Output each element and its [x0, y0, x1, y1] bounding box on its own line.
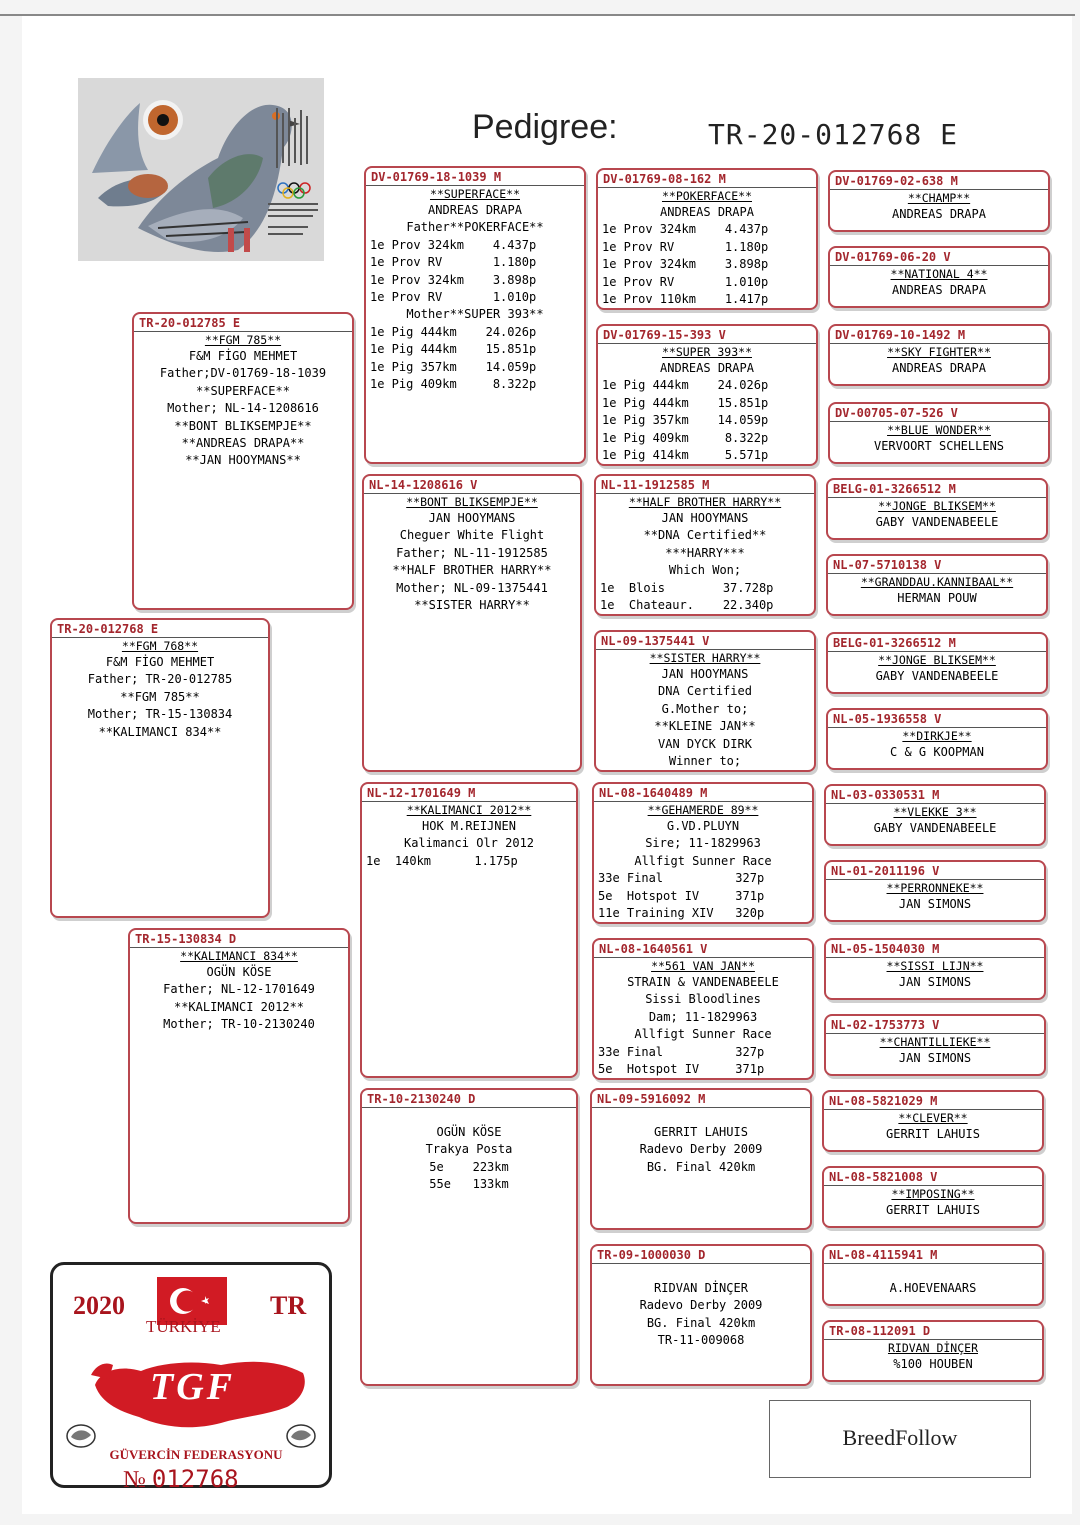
card-line: **KALIMANCI 834**: [98, 724, 222, 739]
card-line: JAN HOOYMANS: [428, 511, 516, 525]
badge-number-prefix: №: [123, 1467, 146, 1493]
badge-frame: [50, 1262, 332, 1493]
card-line: 1e 140km 1.175p: [366, 853, 518, 868]
card-line: **KLEINE JAN**: [654, 719, 756, 734]
card-line: Allfigt Sunner Race: [634, 1027, 772, 1042]
card-pigeon-name: [592, 1109, 810, 1124]
card-ring-number: DV-00705-07-526 V: [830, 404, 1048, 422]
card-pigeon-name: **SUPERFACE**: [429, 187, 520, 201]
card-pigeon-name: **CHAMP**: [907, 191, 971, 205]
card-pigeon-name: RIDVAN DİNÇER: [887, 1341, 978, 1355]
card-ring-number: NL-03-0330531 M: [826, 786, 1044, 804]
card-line: 1e Prov 324km 3.898p: [602, 257, 769, 272]
card-ring-number: DV-01769-08-162 M: [598, 170, 816, 188]
pedigree-card-g4: [828, 402, 1050, 464]
card-pigeon-name: **SISSI LIJN**: [886, 959, 984, 973]
card-ring-number: NL-08-1640489 M: [594, 784, 812, 802]
card-ring-number: NL-08-5821008 V: [824, 1168, 1042, 1186]
badge-country-code: TR: [270, 1291, 307, 1320]
pedigree-card-mm: [360, 1088, 578, 1386]
card-line: ANDREAS DRAPA: [892, 283, 986, 297]
pedigree-ring-number: TR-20-012768 E: [708, 118, 959, 151]
card-line: F&M FİGO MEHMET: [105, 655, 215, 669]
card-ring-number: NL-09-5916092 M: [592, 1090, 810, 1108]
card-pigeon-name: **KALIMANCI 2012**: [406, 803, 532, 817]
tgf-badge: [36, 1240, 342, 1496]
card-line: C & G KOOPMAN: [890, 745, 984, 759]
page-title: Pedigree:: [472, 108, 618, 146]
card-line: GERRIT LAHUIS: [886, 1127, 980, 1141]
card-ring-number: NL-08-1640561 V: [594, 940, 812, 958]
card-ring-number: DV-01769-06-20 V: [830, 248, 1048, 266]
pedigree-card-mfm: [592, 938, 814, 1080]
card-line: ANDREAS DRAPA: [892, 207, 986, 221]
pedigree-card-fmm: [594, 630, 816, 772]
pedigree-card-ff: [364, 166, 586, 464]
card-line: 1e Prov RV 1.180p: [602, 239, 769, 254]
card-line: 1e Prov RV 1.010p: [370, 290, 537, 305]
card-line: **BONT BLIKSEMPJE**: [174, 418, 312, 433]
card-line: Cheguer White Flight: [399, 528, 545, 543]
card-pigeon-name: **SISTER HARRY**: [649, 651, 761, 665]
card-line: HOK M.REIJNEN: [422, 819, 516, 833]
card-line: F&M FİGO MEHMET: [188, 349, 298, 363]
card-ring-number: TR-15-130834 D: [130, 930, 348, 948]
card-pigeon-name: [362, 1109, 576, 1124]
card-line: 5e 223km: [429, 1159, 509, 1174]
badge-logo: TGF: [150, 1366, 235, 1408]
card-pigeon-name: **FGM 768**: [121, 639, 199, 653]
card-ring-number: DV-01769-10-1492 M: [830, 326, 1048, 344]
card-ring-number: NL-09-1375441 V: [596, 632, 814, 650]
card-pigeon-name: [824, 1265, 1042, 1280]
badge-country: TÜRKİYE: [146, 1317, 221, 1336]
card-line: Dam; 11-1829963: [648, 1009, 758, 1024]
card-line: **JAN HOOYMANS**: [185, 453, 301, 468]
card-line: ANDREAS DRAPA: [660, 205, 754, 219]
card-line: Sissi Bloodlines: [645, 992, 761, 1007]
card-line: A.HOEVENAARS: [889, 1281, 977, 1295]
pedigree-card-mf: [360, 782, 578, 1078]
card-line: HERMAN POUW: [897, 591, 977, 605]
card-pigeon-name: **GRANDDAU.KANNIBAAL**: [860, 575, 1014, 589]
card-ring-number: NL-11-1912585 M: [596, 476, 814, 494]
card-line: Father;DV-01769-18-1039: [159, 366, 327, 381]
badge-federation: GÜVERCİN FEDERASYONU: [109, 1447, 283, 1462]
pedigree-card-mother: [128, 928, 350, 1224]
card-line: **SUPERFACE**: [196, 383, 290, 398]
card-pigeon-name: **561 VAN JAN**: [651, 959, 755, 973]
card-line: Mother; TR-15-130834: [87, 707, 233, 722]
card-line: 5e Hotspot IV 371p: [598, 888, 765, 903]
pedigree-card-g14: [822, 1166, 1044, 1228]
card-line: 1e Prov 324km 4.437p: [370, 237, 537, 252]
card-ring-number: NL-14-1208616 V: [364, 476, 580, 494]
card-pigeon-name: **CLEVER**: [898, 1111, 968, 1125]
pedigree-card-fff: [596, 168, 818, 310]
pedigree-card-g9: [824, 784, 1046, 846]
card-line: 1e Prov RV 1.010p: [602, 274, 769, 289]
pedigree-card-mff: [592, 782, 814, 924]
card-line: DNA Certified: [658, 684, 752, 699]
pedigree-card-g12: [824, 1014, 1046, 1076]
card-line: RIDVAN DİNÇER: [654, 1281, 748, 1295]
card-line: GERRIT LAHUIS: [654, 1125, 748, 1139]
card-line: JAN SIMONS: [898, 1051, 972, 1065]
card-ring-number: DV-01769-02-638 M: [830, 172, 1048, 190]
card-line: 1e Prov RV 1.180p: [370, 255, 537, 270]
card-pigeon-name: **PERRONNEKE**: [886, 881, 984, 895]
card-line: Mother; NL-14-1208616: [167, 401, 319, 416]
card-line: Mother**SUPER 393**: [406, 307, 544, 322]
card-ring-number: NL-01-2011196 V: [826, 862, 1044, 880]
card-line: **ANDREAS DRAPA**: [181, 436, 305, 451]
card-line: GABY VANDENABEELE: [873, 821, 997, 835]
card-line: OGÜN KÖSE: [206, 965, 272, 979]
badge-number-value: 012768: [151, 1465, 239, 1493]
card-line: 1e Pig 357km 14.059p: [602, 413, 769, 428]
card-pigeon-name: **BONT BLIKSEMPJE**: [406, 495, 538, 509]
pedigree-card-g7: [826, 632, 1048, 694]
card-line: GERRIT LAHUIS: [886, 1203, 980, 1217]
card-line: 1e Pig 444km 24.026p: [370, 324, 537, 339]
card-pigeon-name: **FGM 785**: [204, 333, 282, 347]
card-line: **SISTER HARRY**: [414, 598, 530, 613]
brand-label: BreedFollow: [842, 1425, 958, 1450]
pedigree-card-mmf: [590, 1088, 812, 1230]
card-line: JAN HOOYMANS: [661, 667, 749, 681]
card-ring-number: NL-05-1936558 V: [828, 710, 1046, 728]
card-line: VERVOORT SCHELLENS: [873, 439, 1005, 453]
card-pigeon-name: **HALF BROTHER HARRY**: [628, 495, 782, 509]
pigeon-emblem-icon: [65, 1423, 97, 1449]
card-pigeon-name: **JONGE BLIKSEM**: [878, 499, 996, 513]
card-ring-number: BELG-01-3266512 M: [828, 634, 1046, 652]
card-line: Trakya Posta: [425, 1142, 513, 1157]
card-line: BG. Final 420km: [646, 1315, 756, 1330]
card-line: GABY VANDENABEELE: [875, 669, 999, 683]
pedigree-card-g15: [822, 1244, 1044, 1306]
card-ring-number: NL-08-4115941 M: [824, 1246, 1042, 1264]
card-line: G.Mother to;: [661, 701, 749, 716]
pedigree-card-subject: [50, 618, 270, 918]
card-pigeon-name: **DIRKJE**: [902, 729, 972, 743]
card-line: 1e Prov 324km 3.898p: [370, 272, 537, 287]
card-line: 33e Final 327p: [598, 871, 765, 886]
card-pigeon-name: **CHANTILLIEKE**: [879, 1035, 991, 1049]
card-line: 1e Blois 37.728p: [600, 580, 774, 595]
card-line: ***HARRY***: [665, 545, 745, 560]
brand-box: [769, 1400, 1031, 1478]
card-ring-number: TR-10-2130240 D: [362, 1090, 576, 1108]
card-line: **HALF BROTHER HARRY**: [392, 563, 552, 578]
card-ring-number: TR-09-1000030 D: [592, 1246, 810, 1264]
card-ring-number: DV-01769-15-393 V: [598, 326, 816, 344]
card-line: TR-11-009068: [657, 1333, 745, 1348]
badge-year: 2020: [73, 1291, 125, 1320]
card-line: 1e Pig 444km 15.851p: [370, 342, 537, 357]
card-ring-number: NL-05-1504030 M: [826, 940, 1044, 958]
card-pigeon-name: **BLUE WONDER**: [887, 423, 991, 437]
pedigree-card-g3: [828, 324, 1050, 386]
pedigree-card-g10: [824, 860, 1046, 922]
card-ring-number: TR-20-012768 E: [52, 620, 268, 638]
card-ring-number: NL-08-5821029 M: [824, 1092, 1042, 1110]
card-ring-number: TR-20-012785 E: [134, 314, 352, 332]
card-line: 1e Pig 414km 5.571p: [602, 448, 769, 463]
card-line: Which Won;: [668, 563, 742, 578]
card-line: Allfigt Sunner Race: [634, 853, 772, 868]
card-pigeon-name: **KALIMANCI 834**: [180, 949, 298, 963]
card-line: 33e Final 327p: [598, 1044, 765, 1059]
top-divider: [0, 14, 1075, 16]
pigeon-emblem-icon: [285, 1423, 317, 1449]
card-line: Father**POKERFACE**: [406, 220, 544, 235]
pedigree-card-g16: [822, 1320, 1044, 1382]
card-ring-number: NL-12-1701649 M: [362, 784, 576, 802]
pedigree-card-fm: [362, 474, 582, 772]
card-line: Kalimanci Olr 2012: [403, 836, 535, 851]
card-line: ANDREAS DRAPA: [660, 361, 754, 375]
card-line: JAN HOOYMANS: [661, 511, 749, 525]
pedigree-card-g8: [826, 708, 1048, 770]
card-pigeon-name: **IMPOSING**: [891, 1187, 975, 1201]
pedigree-card-mmm: [590, 1244, 812, 1386]
card-line: JAN SIMONS: [898, 897, 972, 911]
card-pigeon-name: **SUPER 393**: [661, 345, 752, 359]
card-line: 55e 133km: [429, 1177, 509, 1192]
card-line: BG. Final 420km: [646, 1159, 756, 1174]
card-line: Winner to;: [668, 754, 742, 769]
card-ring-number: NL-02-1753773 V: [826, 1016, 1044, 1034]
card-pigeon-name: [592, 1265, 810, 1280]
card-line: STRAIN & VANDENABEELE: [627, 975, 779, 989]
card-line: Radevo Derby 2009: [639, 1298, 763, 1313]
card-line: Father; TR-20-012785: [87, 672, 233, 687]
card-line: G.VD.PLUYN: [666, 819, 740, 833]
card-line: Mother; NL-09-1375441: [396, 580, 548, 595]
card-line: 1e Chateaur. 22.340p: [600, 598, 774, 613]
card-line: **KALIMANCI 2012**: [173, 999, 305, 1014]
card-line: 5e Hotspot IV 371p: [598, 1062, 765, 1077]
card-pigeon-name: **JONGE BLIKSEM**: [878, 653, 996, 667]
pedigree-card-g13: [822, 1090, 1044, 1152]
pedigree-card-father: [132, 312, 354, 610]
pedigree-card-g5: [826, 478, 1048, 540]
pedigree-card-g11: [824, 938, 1046, 1000]
card-line: Father; NL-12-1701649: [163, 982, 315, 997]
card-line: 1e Pig 444km 24.026p: [602, 378, 769, 393]
card-line: Mother; TR-10-2130240: [163, 1017, 315, 1032]
card-line: Radevo Derby 2009: [639, 1142, 763, 1157]
card-pigeon-name: **SKY FIGHTER**: [887, 345, 991, 359]
card-line: 1e Pig 409km 8.322p: [602, 430, 769, 445]
pedigree-card-g6: [826, 554, 1048, 616]
pedigree-card-fmf: [594, 474, 816, 616]
card-line: GABY VANDENABEELE: [875, 515, 999, 529]
card-line: ANDREAS DRAPA: [892, 361, 986, 375]
card-ring-number: TR-08-112091 D: [824, 1322, 1042, 1340]
card-pigeon-name: **GEHAMERDE 89**: [647, 803, 759, 817]
card-pigeon-name: **POKERFACE**: [661, 189, 752, 203]
card-line: ANDREAS DRAPA: [428, 203, 522, 217]
card-line: 1e Pig 409km 8.322p: [370, 377, 537, 392]
card-line: 1e Pig 357km 14.059p: [370, 359, 537, 374]
card-line: %100 HOUBEN: [893, 1357, 973, 1371]
card-line: Sire; 11-1829963: [645, 836, 761, 851]
card-pigeon-name: **VLEKKE 3**: [893, 805, 977, 819]
card-line: **FGM 785**: [120, 689, 200, 704]
badge-number: [123, 1465, 239, 1494]
pedigree-card-g2: [828, 246, 1050, 308]
card-pigeon-name: **NATIONAL 4**: [890, 267, 988, 281]
card-line: **DNA Certified**: [643, 528, 767, 543]
card-line: JAN SIMONS: [898, 975, 972, 989]
card-ring-number: DV-01769-18-1039 M: [366, 168, 584, 186]
card-ring-number: NL-07-5710138 V: [828, 556, 1046, 574]
card-line: 11e Training XIV 320p: [598, 906, 765, 921]
pigeon-photo: [78, 78, 324, 261]
card-ring-number: BELG-01-3266512 M: [828, 480, 1046, 498]
card-line: 1e Prov 110km 1.417p: [602, 292, 769, 307]
pigeon-image-icon: [78, 78, 324, 261]
pedigree-card-ffm: [596, 324, 818, 466]
pedigree-card-g1: [828, 170, 1050, 232]
card-line: Father; NL-11-1912585: [396, 545, 548, 560]
card-line: 1e Prov 324km 4.437p: [602, 222, 769, 237]
card-line: OGÜN KÖSE: [436, 1125, 502, 1139]
card-line: 1e Pig 444km 15.851p: [602, 395, 769, 410]
card-line: VAN DYCK DIRK: [658, 736, 752, 751]
